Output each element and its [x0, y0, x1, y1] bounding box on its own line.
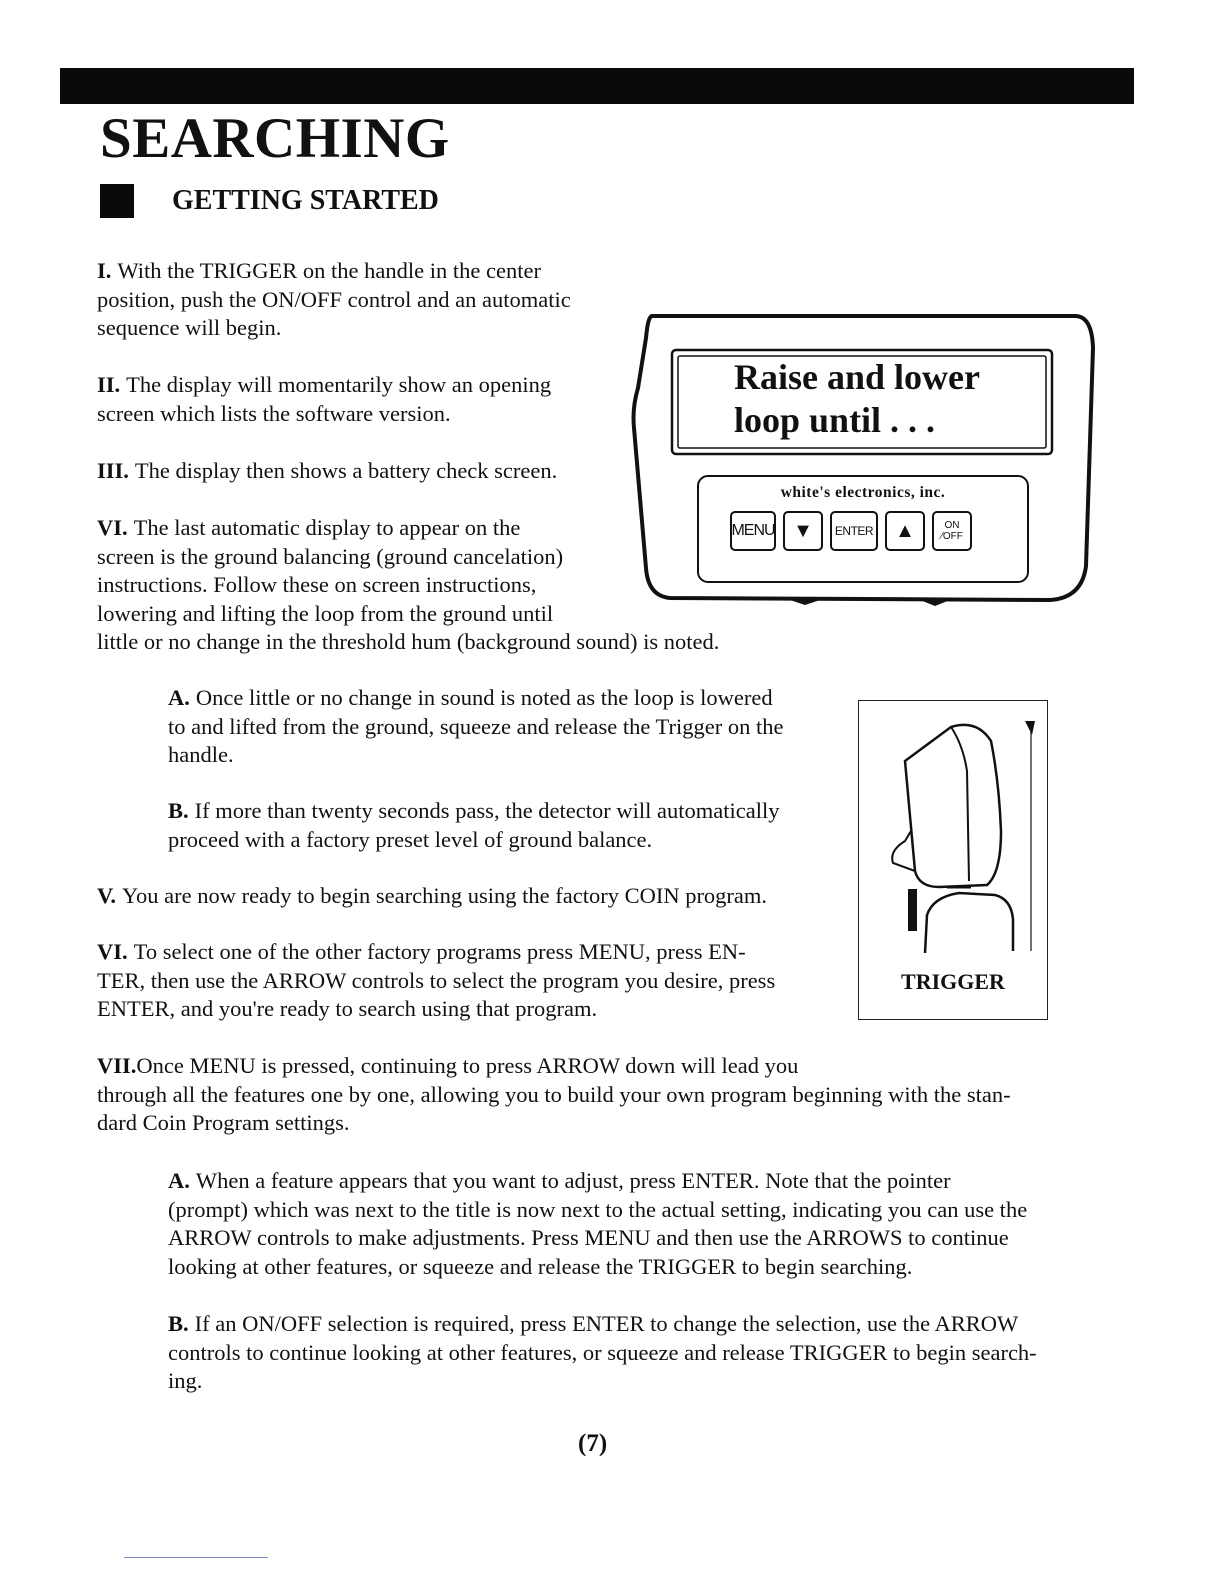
on-label: ON	[944, 520, 960, 531]
step-3: III. The display then shows a battery check screen.	[97, 458, 558, 483]
trigger-label: TRIGGER	[901, 969, 1005, 994]
page-number: (7)	[578, 1430, 608, 1457]
page-title: SEARCHING	[100, 107, 450, 170]
off-label: ⁄OFF	[941, 531, 963, 542]
trigger-figure	[858, 700, 1048, 1020]
step-5: V. You are now ready to begin searching using the factory COIN program.	[97, 883, 768, 908]
lcd-line-1: Raise and lower	[734, 357, 980, 397]
bullet-square-icon	[100, 184, 134, 218]
on-off-key	[932, 511, 972, 551]
up-arrow-key: ▲	[885, 511, 925, 551]
step-2: II. The display will momentarily show an opening screen which lists the software version.	[97, 372, 552, 426]
step-7: VII.Once MENU is pressed, continuing to press ARROW down will lead you through all the features one by one, allowing you to build your own program beginning with the stan- dard Coin Program settings.	[97, 1053, 1011, 1135]
keypad	[730, 511, 972, 551]
lcd-display	[678, 354, 1044, 450]
step-4b: B. If more than twenty seconds pass, the detector will automatically proceed with a factory preset level of ground balance.	[168, 798, 780, 852]
footer-rule	[124, 1557, 268, 1558]
header-bar	[60, 68, 1134, 104]
brand-label: white's electronics, inc.	[780, 484, 946, 501]
section-heading-text: GETTING STARTED	[172, 185, 439, 216]
step-7a: A. When a feature appears that you want to adjust, press ENTER. Note that the pointer (prompt) which was next to the title is now next to the actual setting, indicating you can use the ARROW controls to make adjustments. Press MENU and then use the ARROWS to continue looking at other features, or squeeze and release the TRIGGER to begin searching.	[168, 1168, 1028, 1279]
enter-key: ENTER	[830, 511, 878, 551]
section-heading	[100, 184, 439, 218]
control-housing-outline	[630, 308, 1100, 608]
step-4: VI. The last automatic display to appear on the screen is the ground balancing (ground cancelation) instructions. Follow these on screen instructions, lowering and lifting the loop from the ground until little or no change in the threshold hum (background sound) is noted.	[97, 515, 720, 654]
step-6: VI. To select one of the other factory programs press MENU, press EN- TER, then use the ARROW controls to select the program you desire, press ENTER, and you're ready to search using that program.	[97, 939, 776, 1021]
step-4a: A. Once little or no change in sound is noted as the loop is lowered to and lifted from the ground, squeeze and release the Trigger on the handle.	[168, 685, 784, 767]
menu-key: MENU	[730, 511, 776, 551]
down-arrow-key: ▼	[783, 511, 823, 551]
control-housing-figure	[630, 308, 1100, 608]
lcd-line-2: loop until . . .	[734, 400, 936, 440]
step-7b: B. If an ON/OFF selection is required, press ENTER to change the selection, use the ARROW controls to continue looking at other features, or squeeze and release TRIGGER to begin search- ing.	[168, 1311, 1037, 1393]
step-1: I. With the TRIGGER on the handle in the center position, push the ON/OFF control and an automatic sequence will begin.	[97, 258, 571, 340]
